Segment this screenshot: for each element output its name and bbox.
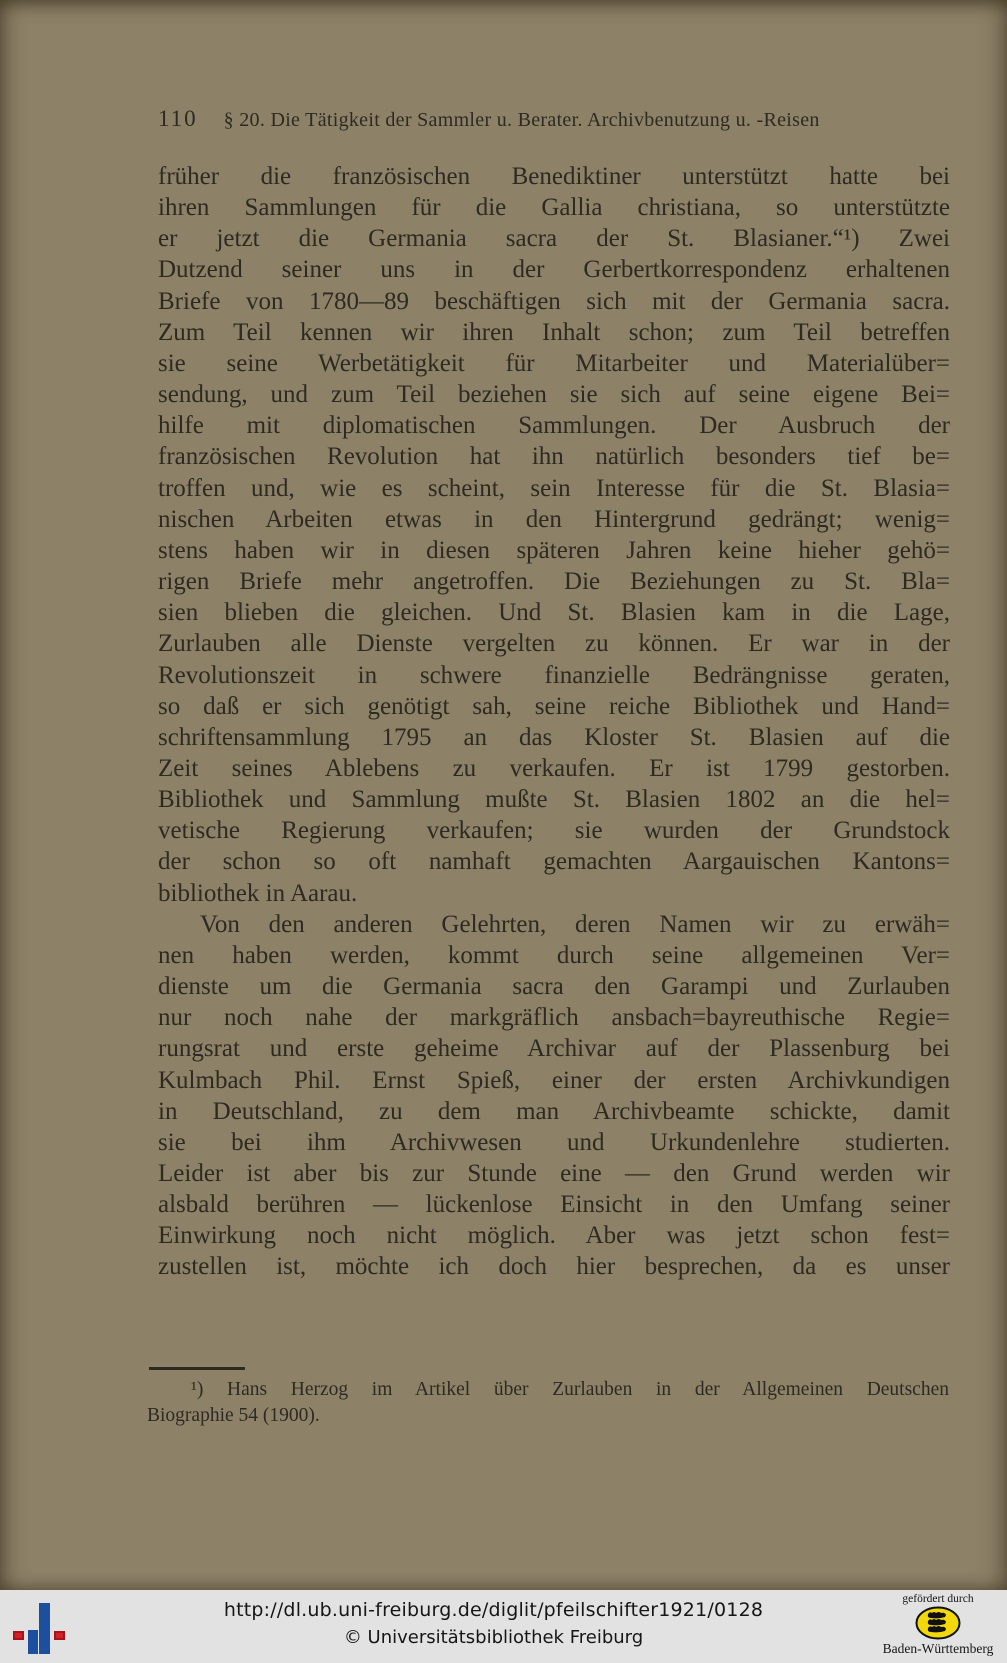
body-text-line: nur noch nahe der markgräflich ansbach=bayreuthische Regie= (158, 1004, 950, 1032)
body-text-line: ihren Sammlungen für die Gallia christiana, so unterstützte (158, 194, 950, 222)
body-text-line: Bibliothek und Sammlung mußte St. Blasien 1802 an die hel= (158, 786, 950, 814)
body-text-line: troffen und, wie es scheint, sein Interesse für die St. Blasia= (158, 474, 950, 502)
body-text-line: hilfe mit diplomatischen Sammlungen. Der Ausbruch der (158, 412, 950, 440)
footnote (147, 1377, 949, 1428)
footnote-line: Biographie 54 (1900). (147, 1404, 320, 1426)
body-text-line: alsbald berühren — lückenlose Einsicht in den Umfang seiner (158, 1191, 950, 1219)
body-text-line: dienste um die Germania sacra den Garampi und Zurlauben (158, 973, 950, 1001)
footer-center (140, 1590, 847, 1663)
logo-bar-tall (39, 1603, 50, 1654)
copyright-notice: © Universitätsbibliothek Freiburg (343, 1627, 644, 1648)
body-text-line: Zeit seines Ablebens zu verkaufen. Er ist 1799 gestorben. (158, 754, 950, 782)
logo-square-right (54, 1631, 65, 1640)
body-text-line: schriftensammlung 1795 an das Kloster St. Blasien auf die (158, 723, 950, 751)
baden-wuerttemberg-coat-of-arms-icon (915, 1606, 961, 1640)
funding-badge (873, 1593, 1003, 1657)
body-text (158, 161, 950, 1283)
body-text-line: Dutzend seiner uns in der Gerbertkorrespondenz erhaltenen (158, 256, 950, 284)
logo-bar-short (28, 1630, 38, 1654)
body-text-line: französischen Revolution hat ihn natürlich besonders tief be= (158, 443, 950, 471)
body-text-line: so daß er sich genötigt sah, seine reiche Bibliothek und Hand= (158, 692, 950, 720)
body-text-line: nen haben werden, kommt durch seine allgemeinen Ver= (158, 941, 950, 969)
funding-region: Baden-Württemberg (882, 1641, 994, 1656)
body-text-line: bibliothek in Aarau. (158, 879, 358, 907)
body-text-line: rungsrat und erste geheime Archivar auf der Plassenburg bei (158, 1035, 950, 1063)
body-text-line: Einwirkung noch nicht möglich. Aber was jetzt schon fest= (158, 1222, 950, 1250)
body-text-line: Kulmbach Phil. Ernst Spieß, einer der ersten Archivkundigen (158, 1066, 950, 1094)
chapter-title: § 20. Die Tätigkeit der Sammler u. Berater. Archivbenutzung u. -Reisen (223, 109, 820, 131)
funding-label: gefördert durch (902, 1593, 974, 1605)
footnote-separator (149, 1367, 245, 1370)
body-text-line: Zum Teil kennen wir ihren Inhalt schon; zum Teil betreffen (158, 318, 950, 346)
logo-square-left (13, 1631, 24, 1640)
document-url: http://dl.ub.uni-freiburg.de/diglit/pfeilschifter1921/0128 (223, 1599, 764, 1621)
body-text-line: früher die französischen Benediktiner unterstützt hatte bei (158, 163, 950, 190)
body-text-line: vetische Regierung verkaufen; sie wurden der Grundstock (158, 817, 950, 845)
body-text-line: stens haben wir in diesen späteren Jahren keine hieher gehö= (158, 536, 950, 564)
ub-freiburg-diglit-logo-icon (0, 1590, 78, 1663)
body-text-line: er jetzt die Germania sacra der St. Blasianer.“¹) Zwei (158, 225, 950, 253)
body-text-line: sien blieben die gleichen. Und St. Blasien kam in die Lage, (158, 599, 950, 627)
body-text-line: Von den anderen Gelehrten, deren Namen wir zu erwäh= (200, 910, 950, 938)
body-text-line: zustellen ist, möchte ich doch hier besprechen, da es unser (158, 1253, 950, 1281)
body-text-line: Revolutionszeit in schwere finanzielle Bedrängnisse geraten, (158, 661, 950, 689)
body-text-line: rigen Briefe mehr angetroffen. Die Beziehungen zu St. Bla= (158, 568, 950, 596)
running-head (158, 106, 950, 132)
body-text-line: Zurlauben alle Dienste vergelten zu können. Er war in der (158, 630, 950, 658)
body-text-line: Leider ist aber bis zur Stunde eine — den Grund werden wir (158, 1160, 950, 1187)
body-text-line: sendung, und zum Teil beziehen sie sich auf seine eigene Bei= (158, 381, 950, 409)
body-text-line: der schon so oft namhaft gemachten Aargauischen Kantons= (158, 848, 950, 876)
footnote-line: ¹) Hans Herzog im Artikel über Zurlauben in der Allgemeinen Deutschen (191, 1379, 949, 1400)
body-text-line: sie bei ihm Archivwesen und Urkundenlehre studierten. (158, 1128, 950, 1156)
page-number: 110 (158, 106, 198, 131)
body-text-line: Briefe von 1780—89 beschäftigen sich mit der Germania sacra. (158, 287, 950, 315)
body-text-line: in Deutschland, zu dem man Archivbeamte schickte, damit (158, 1097, 950, 1125)
viewer-footer-bar (0, 1590, 1007, 1663)
body-text-line: nischen Arbeiten etwas in den Hintergrund gedrängt; wenig= (158, 505, 950, 533)
body-text-line: sie seine Werbetätigkeit für Mitarbeiter und Materialüber= (158, 349, 950, 377)
